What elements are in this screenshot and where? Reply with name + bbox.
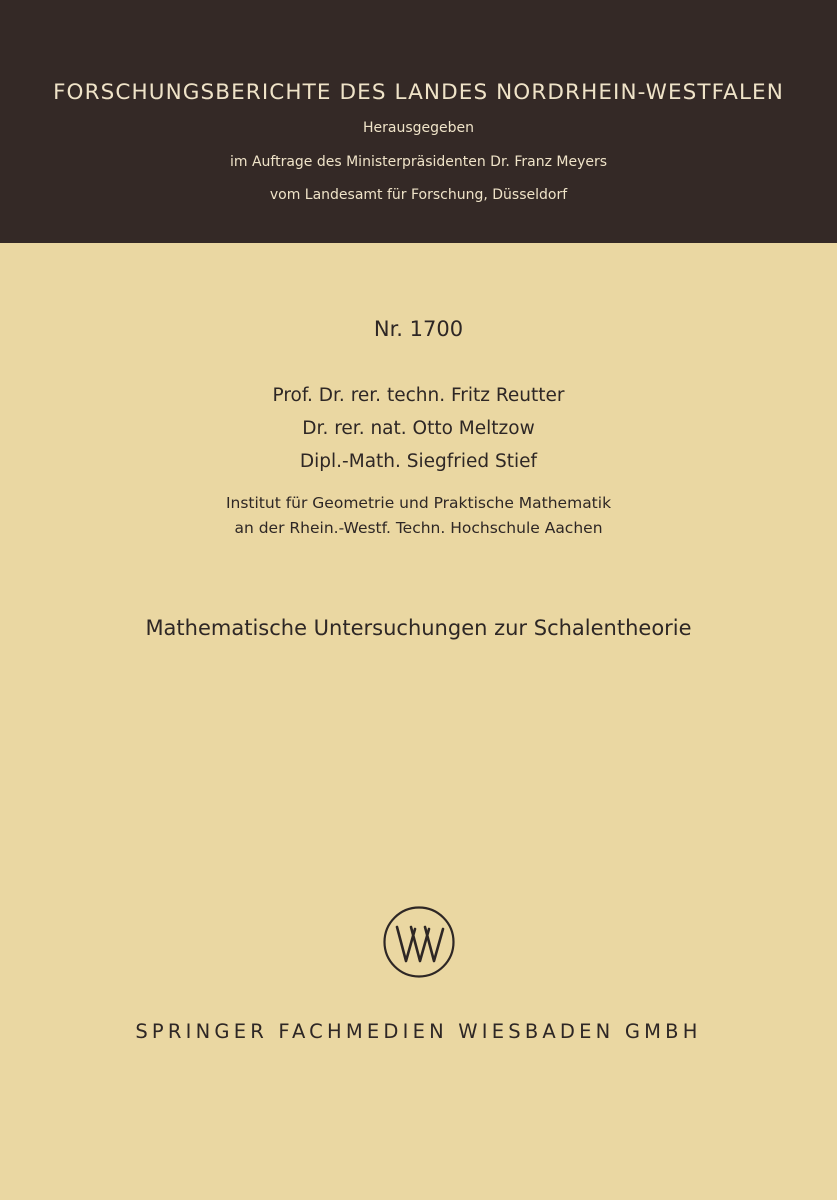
publisher-note-line-1: Herausgegeben [362,120,474,136]
institute-line-1: Institut für Geometrie und Praktische Mathematik [225,494,612,512]
springer-vs-circle-logo-icon [382,905,456,979]
header-band [0,0,837,243]
author-2: Dr. rer. nat. Otto Meltzow [302,418,535,439]
report-number: Nr. 1700 [373,317,464,341]
series-title: FORSCHUNGSBERICHTE DES LANDES NORDRHEIN-WESTFALEN [53,80,784,105]
publisher-note-line-2: im Auftrage des Ministerpräsidenten Dr. Franz Meyers [229,154,608,170]
publisher-note-line-3: vom Landesamt für Forschung, Düsseldorf [269,187,568,203]
author-3: Dipl.-Math. Siegfried Stief [299,451,538,472]
book-title: Mathematische Untersuchungen zur Schalentheorie [145,616,692,640]
publisher-name: SPRINGER FACHMEDIEN WIESBADEN GMBH [135,1020,702,1043]
author-1: Prof. Dr. rer. techn. Fritz Reutter [272,385,565,406]
institute-line-2: an der Rhein.-Westf. Techn. Hochschule Aachen [234,519,603,537]
